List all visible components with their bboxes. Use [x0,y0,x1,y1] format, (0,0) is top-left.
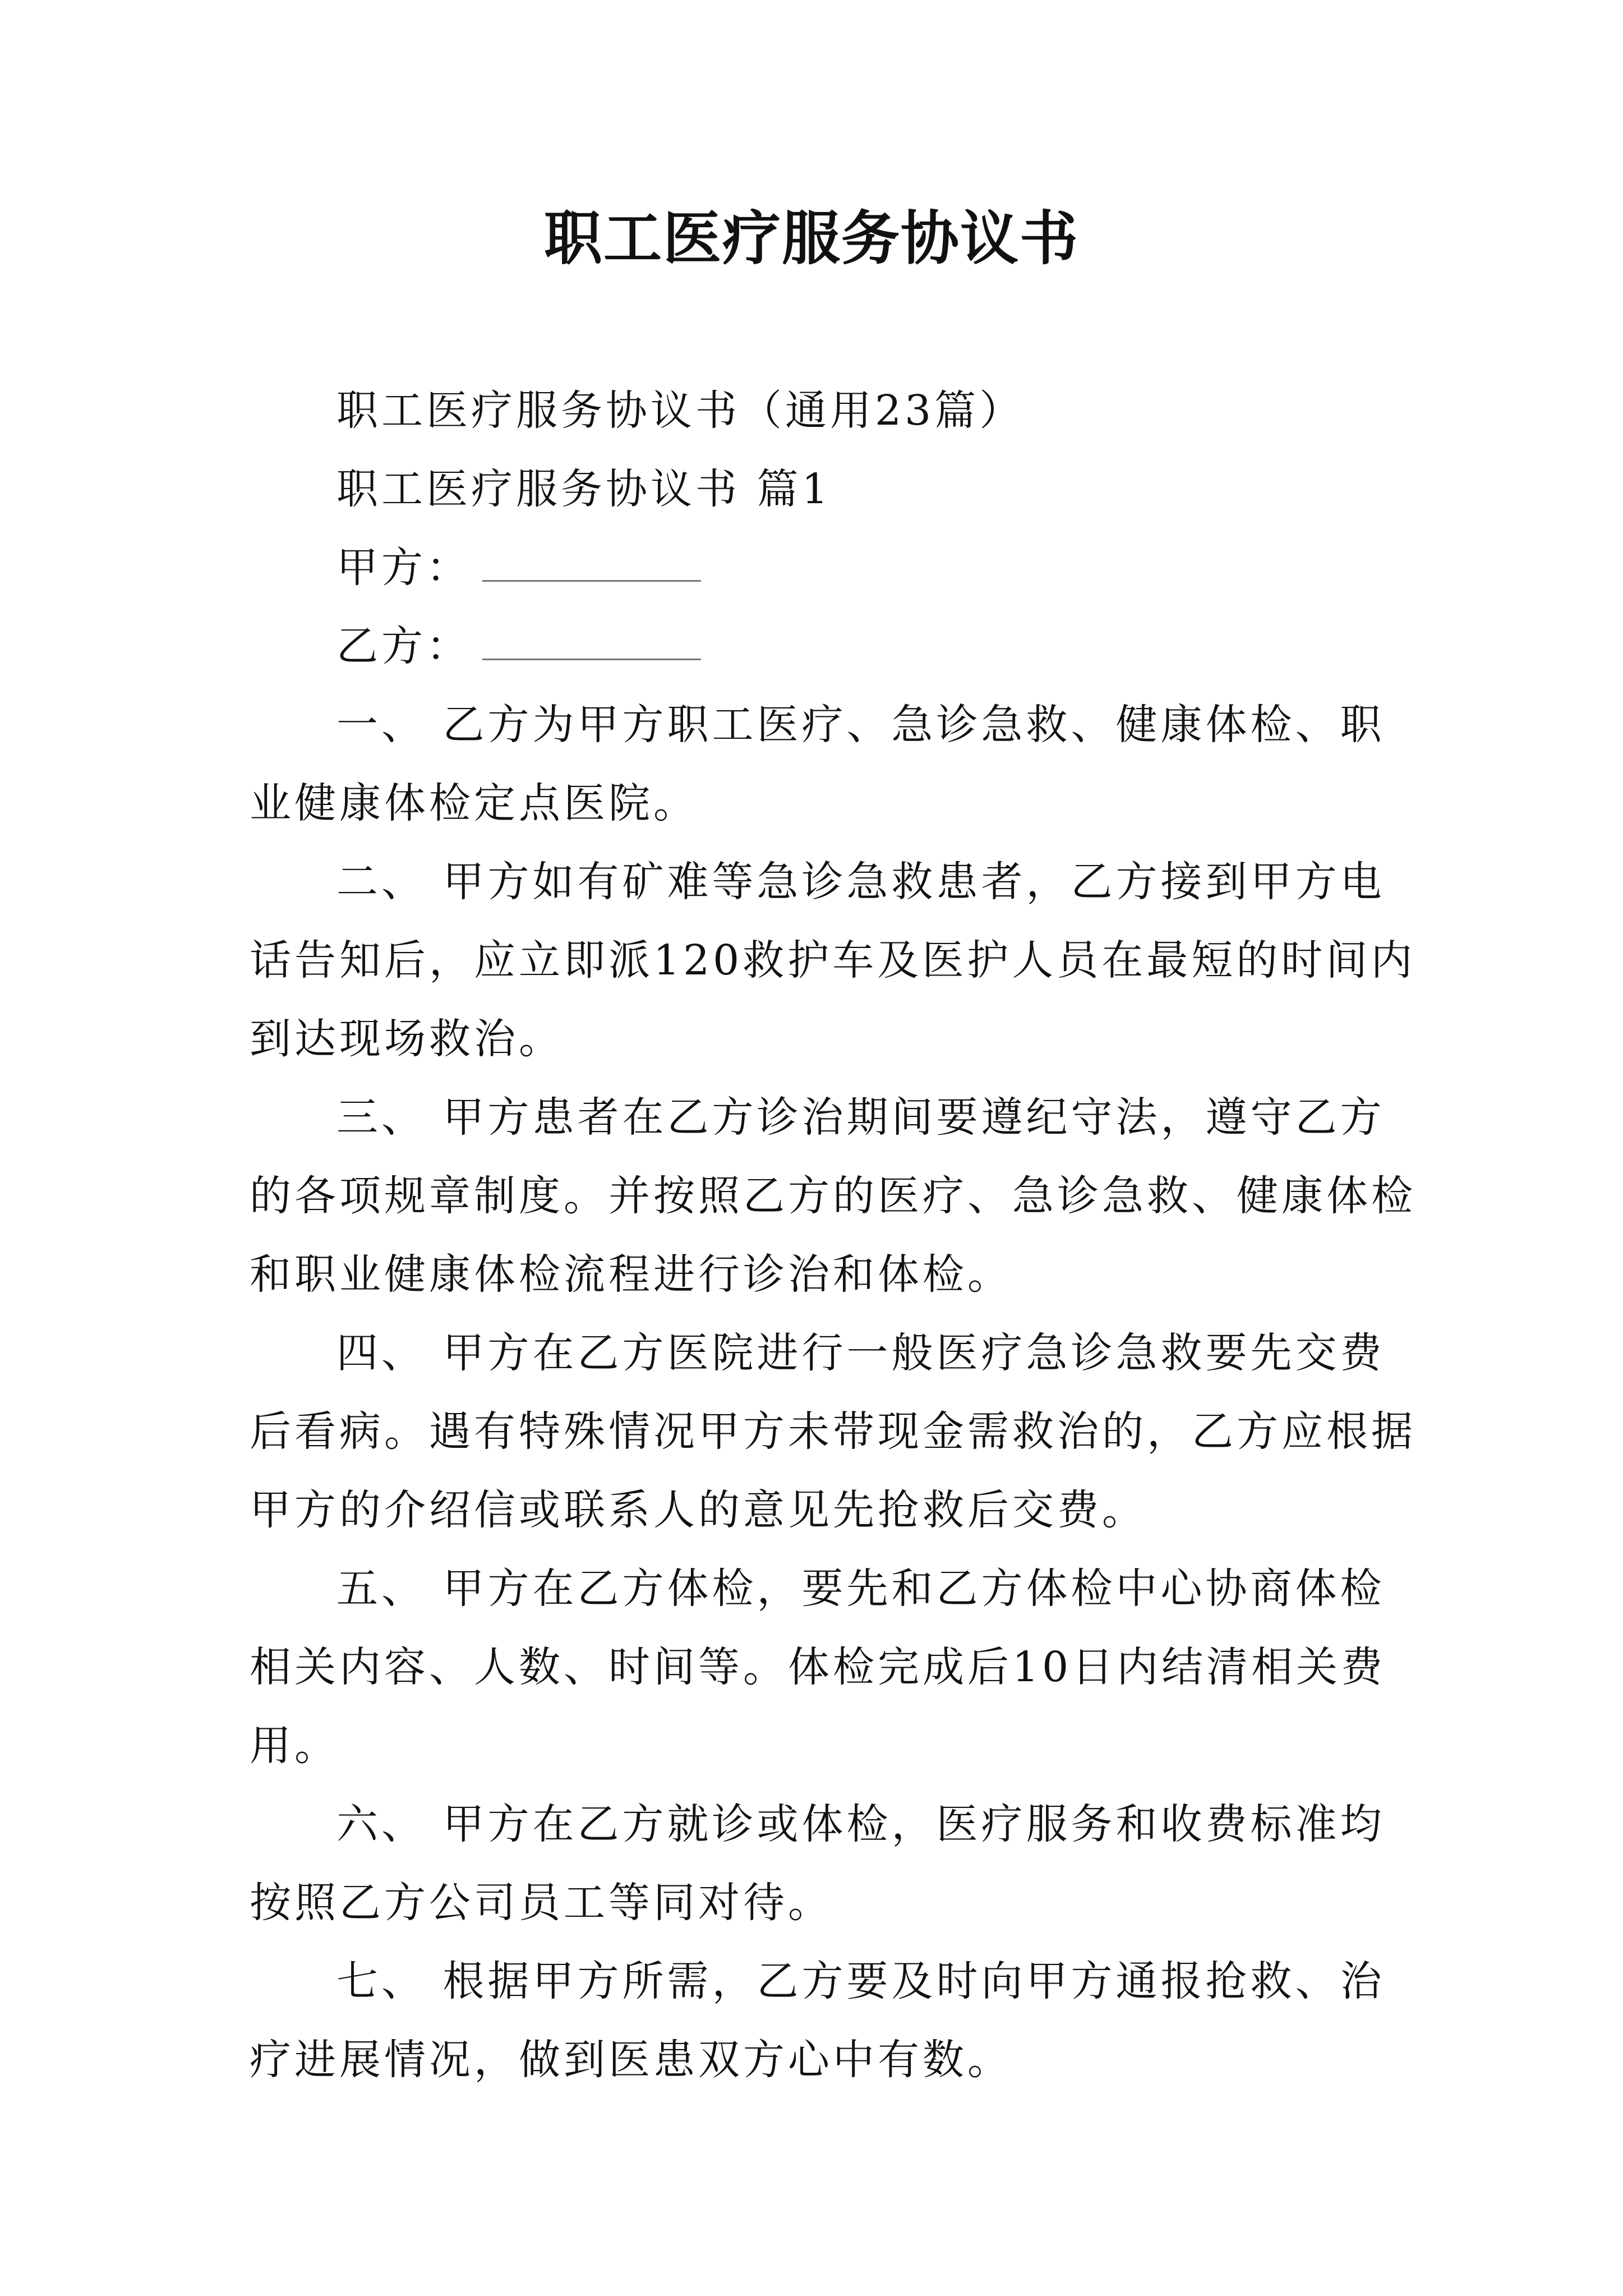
clause-line: 业健康体检定点医院。 [250,779,698,827]
clause-line: 用。 [250,1722,339,1770]
clause-line: 后看病。遇有特殊情况甲方未带现金需救治的，乙方应根据 [250,1407,1416,1456]
clause-line: 的各项规章制度。并按照乙方的医疗、急诊急救、健康体检 [250,1172,1416,1220]
clause-line: 到达现场救治。 [250,1015,564,1063]
clause-line: 二、 甲方如有矿难等急诊急救患者，乙方接到甲方电 [336,858,1385,906]
clause-line: 疗进展情况，做到医患双方心中有数。 [250,2036,1012,2084]
clause-line: 甲方的介绍信或联系人的意见先抢救后交费。 [250,1486,1147,1534]
party-a-blank [482,546,701,582]
document-title: 职工医疗服务协议书 [543,204,1079,273]
party-a-line [336,540,701,596]
chapter-heading: 职工医疗服务协议书 篇1 [336,465,832,513]
clause-line: 四、 甲方在乙方医院进行一般医疗急诊急救要先交费 [336,1329,1385,1377]
party-b-blank [482,625,701,660]
party-a-label: 甲方： [336,544,471,592]
party-b-line [336,618,701,674]
document-subtitle: 职工医疗服务协议书（通用23篇） [336,386,1025,435]
clause-line: 话告知后，应立即派120救护车及医护人员在最短的时间内 [250,936,1416,984]
party-b-label: 乙方： [336,622,471,670]
clause-line: 七、 根据甲方所需，乙方要及时向甲方通报抢救、治 [336,1957,1385,2005]
clause-line: 和职业健康体检流程进行诊治和体检。 [250,1250,1012,1299]
clause-line: 六、 甲方在乙方就诊或体检，医疗服务和收费标准均 [336,1800,1385,1848]
clause-line: 一、 乙方为甲方职工医疗、急诊急救、健康体检、职 [336,701,1385,749]
clause-line: 按照乙方公司员工等同对待。 [250,1879,833,1927]
clause-line: 三、 甲方患者在乙方诊治期间要遵纪守法，遵守乙方 [336,1093,1385,1142]
clause-line: 五、 甲方在乙方体检，要先和乙方体检中心协商体检 [336,1565,1385,1613]
clause-line: 相关内容、人数、时间等。体检完成后10日内结清相关费 [250,1643,1386,1691]
